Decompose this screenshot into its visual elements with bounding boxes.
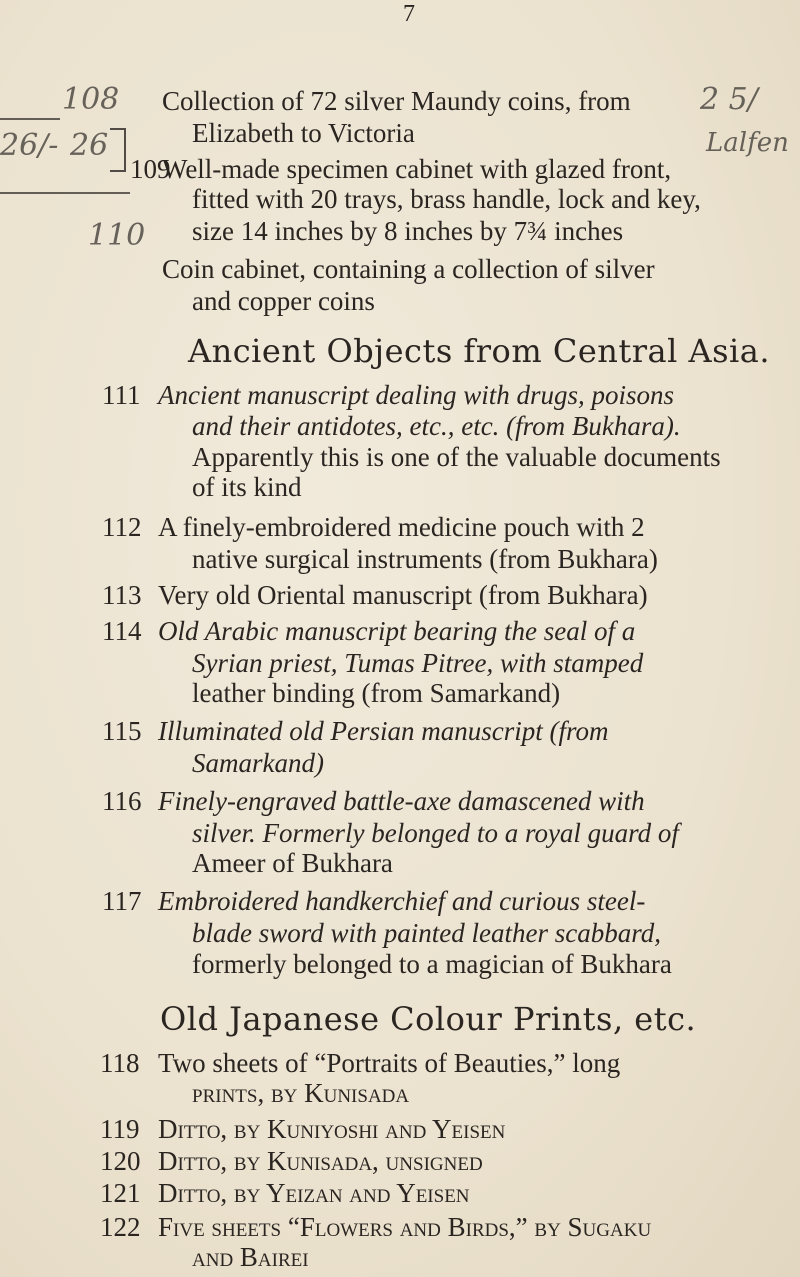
lot-115-line-1: Illuminated old Persian manuscript (from <box>158 716 609 746</box>
lot-117-line-3: formerly belonged to a magician of Bukhara <box>192 949 672 979</box>
lot-122-line-1: Five sheets “Flowers and Birds,” by Sugaku <box>158 1212 652 1242</box>
lot-number: 113 <box>102 580 142 610</box>
lot-number: 118 <box>100 1048 140 1078</box>
lot-number: 109 <box>130 154 171 184</box>
lot-number: 114 <box>102 616 142 646</box>
strike-line <box>0 118 60 120</box>
handwritten-price-right: 2 5/ <box>700 82 758 117</box>
strike-line <box>0 192 130 194</box>
lot-117-line-2: blade sword with painted leather scabbard, <box>192 918 661 948</box>
lot-108-line-1: Collection of 72 silver Maundy coins, from <box>162 86 631 116</box>
section-title-central-asia: Ancient Objects from Central Asia. <box>188 332 771 370</box>
handwritten-lot-110: 110 <box>88 218 146 253</box>
lot-109-line-3: size 14 inches by 8 inches by 7¾ inches <box>192 216 624 246</box>
bracket-mark <box>110 128 126 172</box>
lot-110-line-2: and copper coins <box>192 286 375 316</box>
lot-111-line-4: of its kind <box>192 472 302 502</box>
lot-114-line-3: leather binding (from Samarkand) <box>192 678 561 708</box>
lot-114-line-1: Old Arabic manuscript bearing the seal of a <box>158 616 636 646</box>
lot-number: 120 <box>100 1146 141 1176</box>
page-mark: 7 <box>403 1 415 27</box>
lot-number: 115 <box>102 716 142 746</box>
lot-number: 119 <box>100 1114 140 1144</box>
handwritten-lot-108: 108 <box>62 82 120 117</box>
lot-111-line-1: Ancient manuscript dealing with drugs, poisons <box>158 380 674 410</box>
lot-number: 112 <box>102 512 142 542</box>
lot-121-line-1: Ditto, by Yeizan and Yeisen <box>158 1178 470 1208</box>
handwritten-buyer-name: Lalfen <box>706 128 789 158</box>
lot-118-line-1: Two sheets of “Portraits of Beauties,” long <box>158 1048 621 1078</box>
lot-number: 121 <box>100 1178 141 1208</box>
lot-number: 116 <box>102 786 142 816</box>
lot-112-line-2: native surgical instruments (from Bukhara) <box>192 544 658 574</box>
handwritten-range-start: 26 <box>70 128 109 163</box>
lot-113-line-1: Very old Oriental manuscript (from Bukhara) <box>158 580 648 610</box>
lot-number: 111 <box>102 380 141 410</box>
lot-119-line-1: Ditto, by Kuniyoshi and Yeisen <box>158 1114 506 1144</box>
lot-118-line-2: prints, by Kunisada <box>192 1078 410 1108</box>
lot-109-line-2: fitted with 20 trays, brass handle, lock and key, <box>192 184 701 214</box>
lot-111-line-3: Apparently this is one of the valuable documents <box>192 442 721 472</box>
lot-117-line-1: Embroidered handkerchief and curious steel- <box>158 886 646 916</box>
section-title-japanese-prints: Old Japanese Colour Prints, etc. <box>160 1000 697 1038</box>
lot-114-line-2: Syrian priest, Tumas Pitree, with stamped <box>192 648 644 678</box>
handwritten-price-left: 26/- <box>0 128 59 163</box>
lot-116-line-3: Ameer of Bukhara <box>192 848 393 878</box>
lot-116-line-1: Finely-engraved battle-axe damascened with <box>158 786 645 816</box>
lot-115-line-2: Samarkand) <box>192 748 324 778</box>
lot-120-line-1: Ditto, by Kunisada, unsigned <box>158 1146 483 1176</box>
lot-116-line-2: silver. Formerly belonged to a royal guard of <box>192 818 679 848</box>
lot-number: 117 <box>102 886 142 916</box>
lot-122-line-2: and Bairei <box>192 1242 309 1272</box>
lot-112-line-1: A finely-embroidered medicine pouch with 2 <box>158 512 645 542</box>
lot-110-line-1: Coin cabinet, containing a collection of silver <box>162 254 655 284</box>
lot-number: 122 <box>100 1212 141 1242</box>
lot-108-line-2: Elizabeth to Victoria <box>192 118 415 148</box>
lot-111-line-2: and their antidotes, etc., etc. (from Bukhara). <box>192 411 681 441</box>
lot-109-line-1: Well-made specimen cabinet with glazed front, <box>162 154 672 184</box>
